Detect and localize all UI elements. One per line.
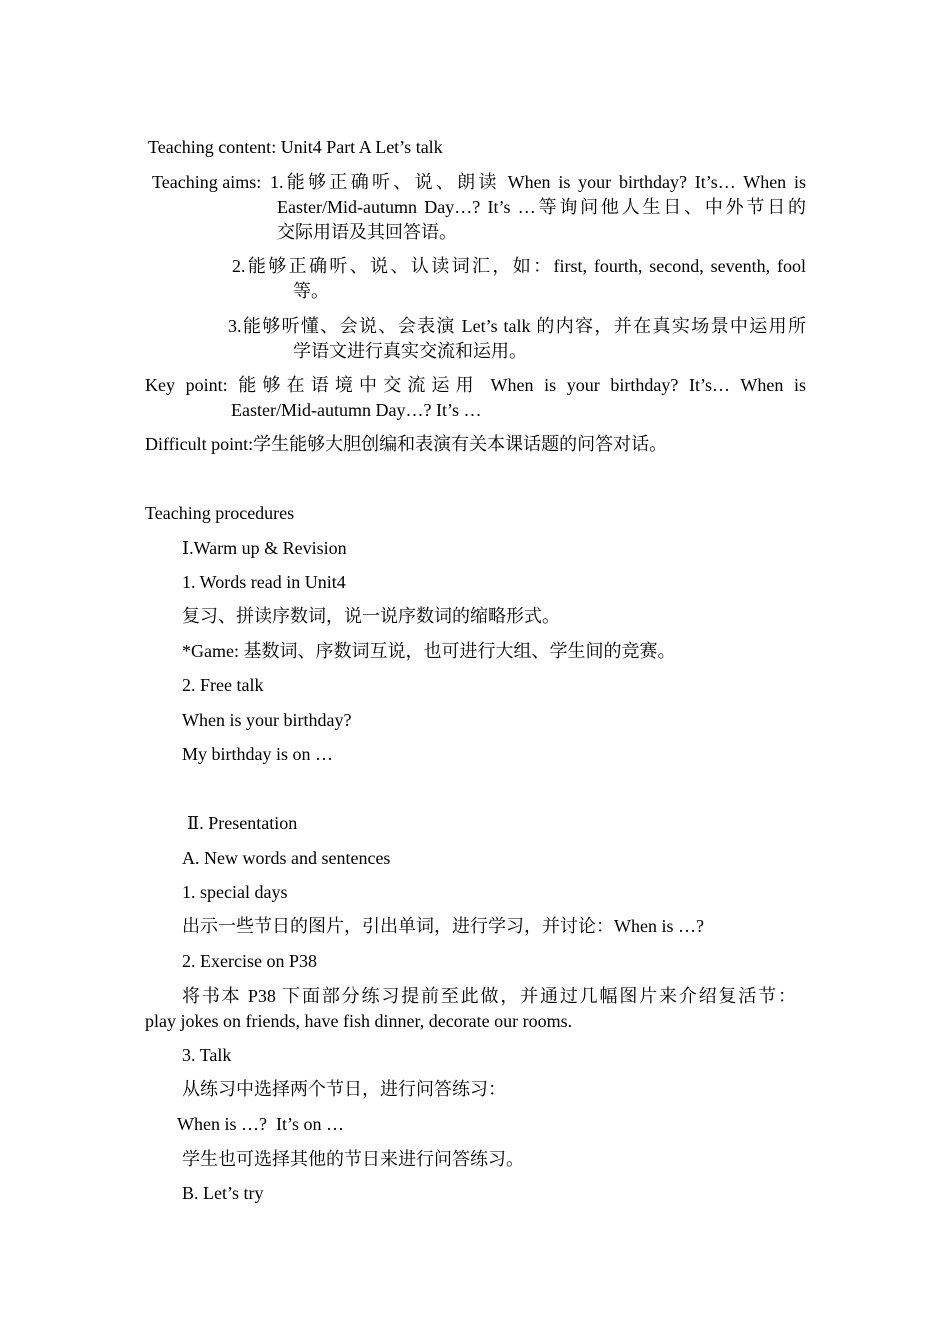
procedures-heading: Teaching procedures xyxy=(145,503,295,523)
presentation-item-3-note: 学生也可选择其他的节日来进行问答练习。 xyxy=(182,1149,524,1169)
presentation-item-3-dialog: When is …? It’s on … xyxy=(177,1114,344,1134)
key-point-line-2: Easter/Mid-autumn Day…? It’s … xyxy=(231,400,482,420)
warmup-item-1-desc: 复习、拼读序数词，说一说序数词的缩略形式。 xyxy=(182,606,560,626)
aim-1-line-1: 1.能够正确听、说、朗读 When is your birthday? It’s… When is xyxy=(270,172,806,192)
aim-1-line-2: Easter/Mid-autumn Day…? It’s …等询问他人生日、中外节日的 xyxy=(277,197,806,217)
teaching-content: Teaching content: Unit4 Part A Let’s talk xyxy=(148,137,443,157)
free-talk-question: When is your birthday? xyxy=(182,710,352,730)
presentation-item-2-desc-line-2: play jokes on friends, have fish dinner, decorate our rooms. xyxy=(145,1011,573,1031)
aim-3-line-1: 3.能够听懂、会说、会表演 Let’s talk 的内容，并在真实场景中运用所 xyxy=(228,316,806,336)
aim-2-line-2: 等。 xyxy=(293,281,329,301)
presentation-item-2-desc-line-1: 将书本 P38 下面部分练习提前至此做，并通过几幅图片来介绍复活节： xyxy=(182,986,796,1006)
presentation-item-3: 3. Talk xyxy=(182,1045,232,1065)
presentation-item-1: 1. special days xyxy=(182,882,288,902)
presentation-item-1-desc: 出示一些节日的图片，引出单词，进行学习，并讨论：When is …? xyxy=(182,916,704,936)
presentation-item-3-desc: 从练习中选择两个节日，进行问答练习： xyxy=(182,1079,506,1099)
warmup-item-2: 2. Free talk xyxy=(182,675,264,695)
warmup-item-1: 1. Words read in Unit4 xyxy=(182,572,346,592)
aim-2-line-1: 2.能够正确听、说、认读词汇，如：first, fourth, second, seventh, fool xyxy=(232,256,806,276)
aim-1-line-3: 交际用语及其回答语。 xyxy=(277,222,457,242)
key-point-line-1: Key point: 能够在语境中交流运用 When is your birthday? It’s… When is xyxy=(145,375,806,395)
presentation-sub-b: B. Let’s try xyxy=(182,1183,264,1203)
warmup-game: *Game: 基数词、序数词互说，也可进行大组、学生间的竞赛。 xyxy=(182,641,676,661)
free-talk-answer: My birthday is on … xyxy=(182,744,333,764)
presentation-item-2: 2. Exercise on P38 xyxy=(182,951,317,971)
presentation-sub-a: A. New words and sentences xyxy=(182,848,391,868)
difficult-point: Difficult point:学生能够大胆创编和表演有关本课话题的问答对话。 xyxy=(145,434,668,454)
teaching-aims-label: Teaching aims: xyxy=(152,172,262,192)
presentation-title: Ⅱ. Presentation xyxy=(187,813,298,833)
aim-3-line-2: 学语文进行真实交流和运用。 xyxy=(293,341,527,361)
warmup-title: Ⅰ.Warm up & Revision xyxy=(182,538,347,558)
